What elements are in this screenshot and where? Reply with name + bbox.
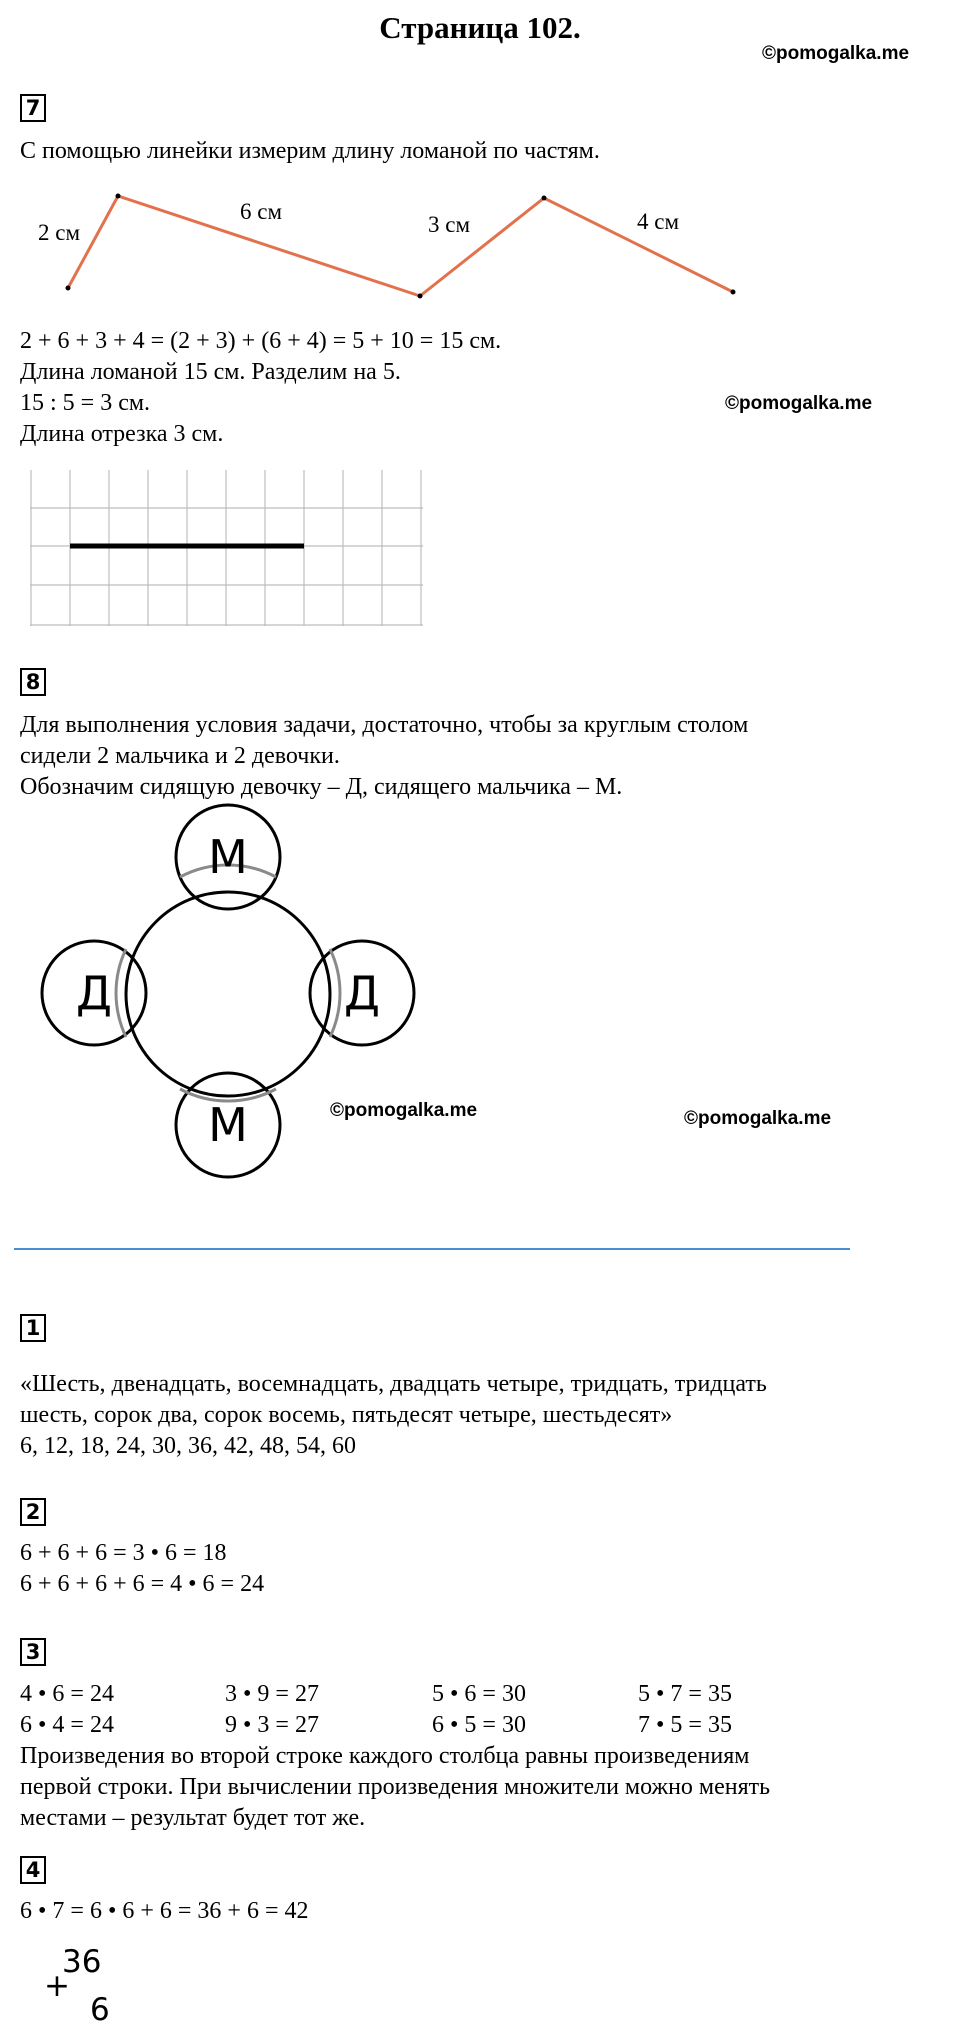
segment-label-3: 3 см: [428, 212, 471, 237]
seat-label-bottom: М: [208, 1098, 248, 1152]
task-3-line-3: местами – результат будет тот же.: [20, 1805, 366, 1831]
task-7-line-1: 2 + 6 + 3 + 4 = (2 + 3) + (6 + 4) = 5 + 10 = 15 см.: [20, 328, 502, 354]
section-divider: [14, 1248, 850, 1250]
vertex: [542, 196, 547, 201]
watermark: ©pomogalka.me: [725, 393, 873, 414]
watermark: ©pomogalka.me: [762, 43, 910, 64]
round-table-figure: [0, 790, 440, 1190]
task-1-number: 1: [20, 1314, 46, 1342]
vertex: [731, 290, 736, 295]
seat-label-right: Д: [344, 966, 380, 1020]
task-4-line: 6 • 7 = 6 • 6 + 6 = 36 + 6 = 42: [20, 1898, 309, 1924]
vertex: [66, 286, 71, 291]
task-2-line-1: 6 + 6 + 6 = 3 • 6 = 18: [20, 1540, 227, 1566]
seat-label-left: Д: [76, 966, 112, 1020]
column-addend-bottom: 6: [90, 1992, 110, 2028]
broken-line-figure: [0, 180, 960, 320]
vertex: [116, 194, 121, 199]
segment-label-4: 4 см: [637, 209, 680, 234]
column-plus-sign: +: [44, 1968, 70, 2004]
broken-line: [68, 196, 733, 296]
watermark: ©pomogalka.me: [330, 1100, 478, 1121]
task-3-r1c3: 5 • 6 = 30: [432, 1681, 526, 1707]
task-1-line-1: «Шесть, двенадцать, восемнадцать, двадцать четыре, тридцать, тридцать: [20, 1371, 767, 1397]
task-8-number: 8: [20, 668, 46, 696]
task-3-line-2: первой строки. При вычислении произведения множители можно менять: [20, 1774, 771, 1800]
grid-figure: [30, 470, 426, 628]
task-8-line-2: сидели 2 мальчика и 2 девочки.: [20, 743, 340, 769]
task-1-line-2: шесть, сорок два, сорок восемь, пятьдесят четыре, шестьдесят»: [20, 1402, 673, 1428]
column-addend-top: 36: [62, 1944, 102, 1980]
task-3-r1c2: 3 • 9 = 27: [225, 1681, 319, 1707]
task-7-line-2: Длина ломаной 15 см. Разделим на 5.: [20, 359, 401, 385]
task-1-line-3: 6, 12, 18, 24, 30, 36, 42, 48, 54, 60: [20, 1433, 356, 1459]
task-8-line-3: Обозначим сидящую девочку – Д, сидящего мальчика – М.: [20, 774, 623, 800]
round-table: [126, 892, 330, 1096]
task-3-r1c4: 5 • 7 = 35: [638, 1681, 732, 1707]
task-2-number: 2: [20, 1498, 46, 1526]
task-3-r2c1: 6 • 4 = 24: [20, 1712, 114, 1738]
task-3-number: 3: [20, 1638, 46, 1666]
task-3-line-1: Произведения во второй строке каждого столбца равны произведениям: [20, 1743, 750, 1769]
page-title: Страница 102.: [379, 10, 581, 45]
task-2-line-2: 6 + 6 + 6 + 6 = 4 • 6 = 24: [20, 1571, 265, 1597]
vertex: [418, 294, 423, 299]
task-4-number: 4: [20, 1856, 46, 1884]
task-8-line-1: Для выполнения условия задачи, достаточно, чтобы за круглым столом: [20, 712, 749, 738]
task-7-intro: С помощью линейки измерим длину ломаной по частям.: [20, 138, 600, 164]
segment-label-2: 6 см: [240, 199, 283, 224]
task-7-line-4: Длина отрезка 3 см.: [20, 421, 224, 447]
task-7-line-3: 15 : 5 = 3 см.: [20, 390, 151, 416]
task-3-r2c3: 6 • 5 = 30: [432, 1712, 526, 1738]
segment-label-1: 2 см: [38, 220, 81, 245]
task-3-r2c2: 9 • 3 = 27: [225, 1712, 319, 1738]
task-3-r1c1: 4 • 6 = 24: [20, 1681, 114, 1707]
seat-label-top: М: [208, 830, 248, 884]
watermark: ©pomogalka.me: [684, 1108, 832, 1129]
task-3-r2c4: 7 • 5 = 35: [638, 1712, 732, 1738]
task-7-number: 7: [20, 94, 46, 122]
